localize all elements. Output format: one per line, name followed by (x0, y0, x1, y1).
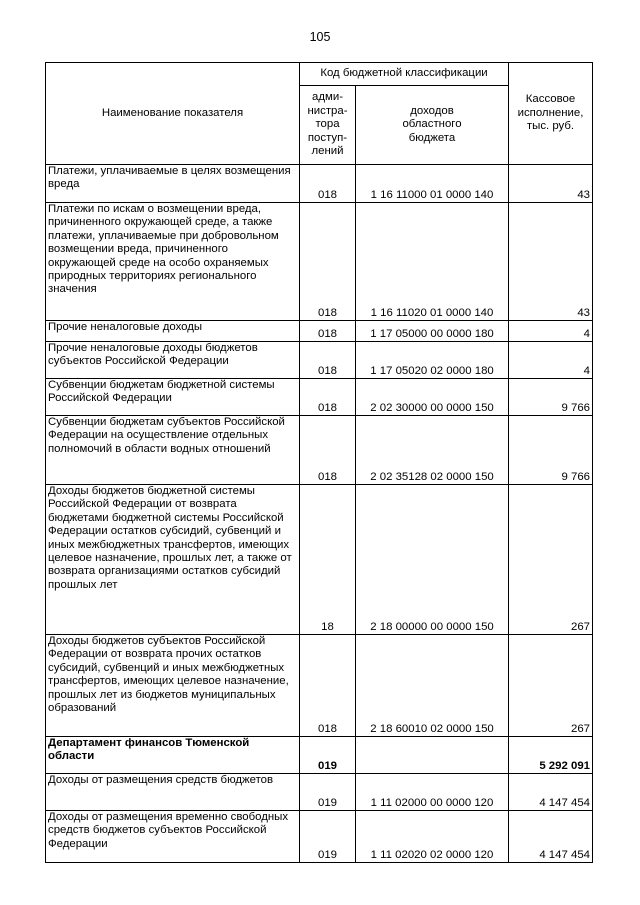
table-row (46, 379, 593, 416)
indicator-name: Платежи, уплачиваемые в целях возмещения вреда (46, 165, 300, 203)
cash-amount: 9 766 (509, 416, 593, 485)
table-row-department (46, 737, 593, 774)
cash-amount: 267 (509, 635, 593, 737)
indicator-name: Прочие неналоговые доходы (46, 321, 300, 342)
table-row (46, 321, 593, 342)
table-row (46, 811, 593, 863)
indicator-name: Доходы от размещения средств бюджетов (46, 774, 300, 811)
header-revenue-code: доходов областного бюджета (356, 86, 509, 165)
cash-amount: 4 147 454 (509, 774, 593, 811)
cash-amount: 4 147 454 (509, 811, 593, 863)
header-classification-code: Код бюджетной классификации (300, 63, 509, 86)
header-admin-code: адми- нистра- тора поступ- лений (300, 86, 356, 165)
revenue-code: 1 17 05000 00 0000 180 (356, 321, 509, 342)
admin-code: 019 (300, 737, 356, 774)
admin-code: 018 (300, 379, 356, 416)
revenue-code: 1 11 02020 02 0000 120 (356, 811, 509, 863)
indicator-name: Доходы бюджетов бюджетной системы Российской Федерации от возврата бюджетами бюджетной системы Российской Федерации остатков субсидий, субвенций и иных межбюджетных трансфертов, имеющих целевое назначение, прошлых лет, а также от возврата организациями остатков субсидий прошлых лет (46, 485, 300, 635)
indicator-name: Субвенции бюджетам бюджетной системы Российской Федерации (46, 379, 300, 416)
cash-amount: 267 (509, 485, 593, 635)
admin-code: 018 (300, 165, 356, 203)
cash-amount: 4 (509, 342, 593, 379)
admin-code: 019 (300, 811, 356, 863)
indicator-name: Доходы от размещения временно свободных средств бюджетов субъектов Российской Федерации (46, 811, 300, 863)
header-indicator-name: Наименование показателя (46, 63, 300, 165)
table-row (46, 342, 593, 379)
table-row (46, 774, 593, 811)
indicator-name: Субвенции бюджетам субъектов Российской Федерации на осуществление отдельных полномочий в области водных отношений (46, 416, 300, 485)
cash-amount: 43 (509, 203, 593, 321)
table-row (46, 635, 593, 737)
cash-amount: 5 292 091 (509, 737, 593, 774)
cash-amount: 4 (509, 321, 593, 342)
table-row (46, 203, 593, 321)
revenue-code: 2 18 60010 02 0000 150 (356, 635, 509, 737)
cash-amount: 9 766 (509, 379, 593, 416)
revenue-code: 2 18 00000 00 0000 150 (356, 485, 509, 635)
admin-code: 018 (300, 416, 356, 485)
header-cash-execution: Кассовое исполнение, тыс. руб. (509, 63, 593, 165)
revenue-code: 2 02 30000 00 0000 150 (356, 379, 509, 416)
admin-code: 018 (300, 203, 356, 321)
revenue-code (356, 737, 509, 774)
indicator-name: Платежи по искам о возмещении вреда, причиненного окружающей среде, а также платежи, уплачиваемые при добровольном возмещении вреда, причиненного окружающей среде на особо охраняемых природных территориях регионального значения (46, 203, 300, 321)
revenue-code: 2 02 35128 02 0000 150 (356, 416, 509, 485)
admin-code: 18 (300, 485, 356, 635)
indicator-name: Прочие неналоговые доходы бюджетов субъектов Российской Федерации (46, 342, 300, 379)
page-number: 105 (309, 30, 331, 44)
revenue-code: 1 11 02000 00 0000 120 (356, 774, 509, 811)
cash-amount: 43 (509, 165, 593, 203)
indicator-name: Департамент финансов Тюменской области (46, 737, 300, 774)
revenue-code: 1 16 11000 01 0000 140 (356, 165, 509, 203)
table-row (46, 165, 593, 203)
admin-code: 019 (300, 774, 356, 811)
revenue-code: 1 16 11020 01 0000 140 (356, 203, 509, 321)
revenue-code: 1 17 05020 02 0000 180 (356, 342, 509, 379)
admin-code: 018 (300, 321, 356, 342)
indicator-name: Доходы бюджетов субъектов Российской Федерации от возврата прочих остатков субсидий, субвенций и иных межбюджетных трансфертов, имеющих целевое назначение, прошлых лет из бюджетов муниципальных образований (46, 635, 300, 737)
table-row (46, 485, 593, 635)
table-row (46, 416, 593, 485)
admin-code: 018 (300, 635, 356, 737)
admin-code: 018 (300, 342, 356, 379)
budget-revenue-table (45, 62, 593, 863)
